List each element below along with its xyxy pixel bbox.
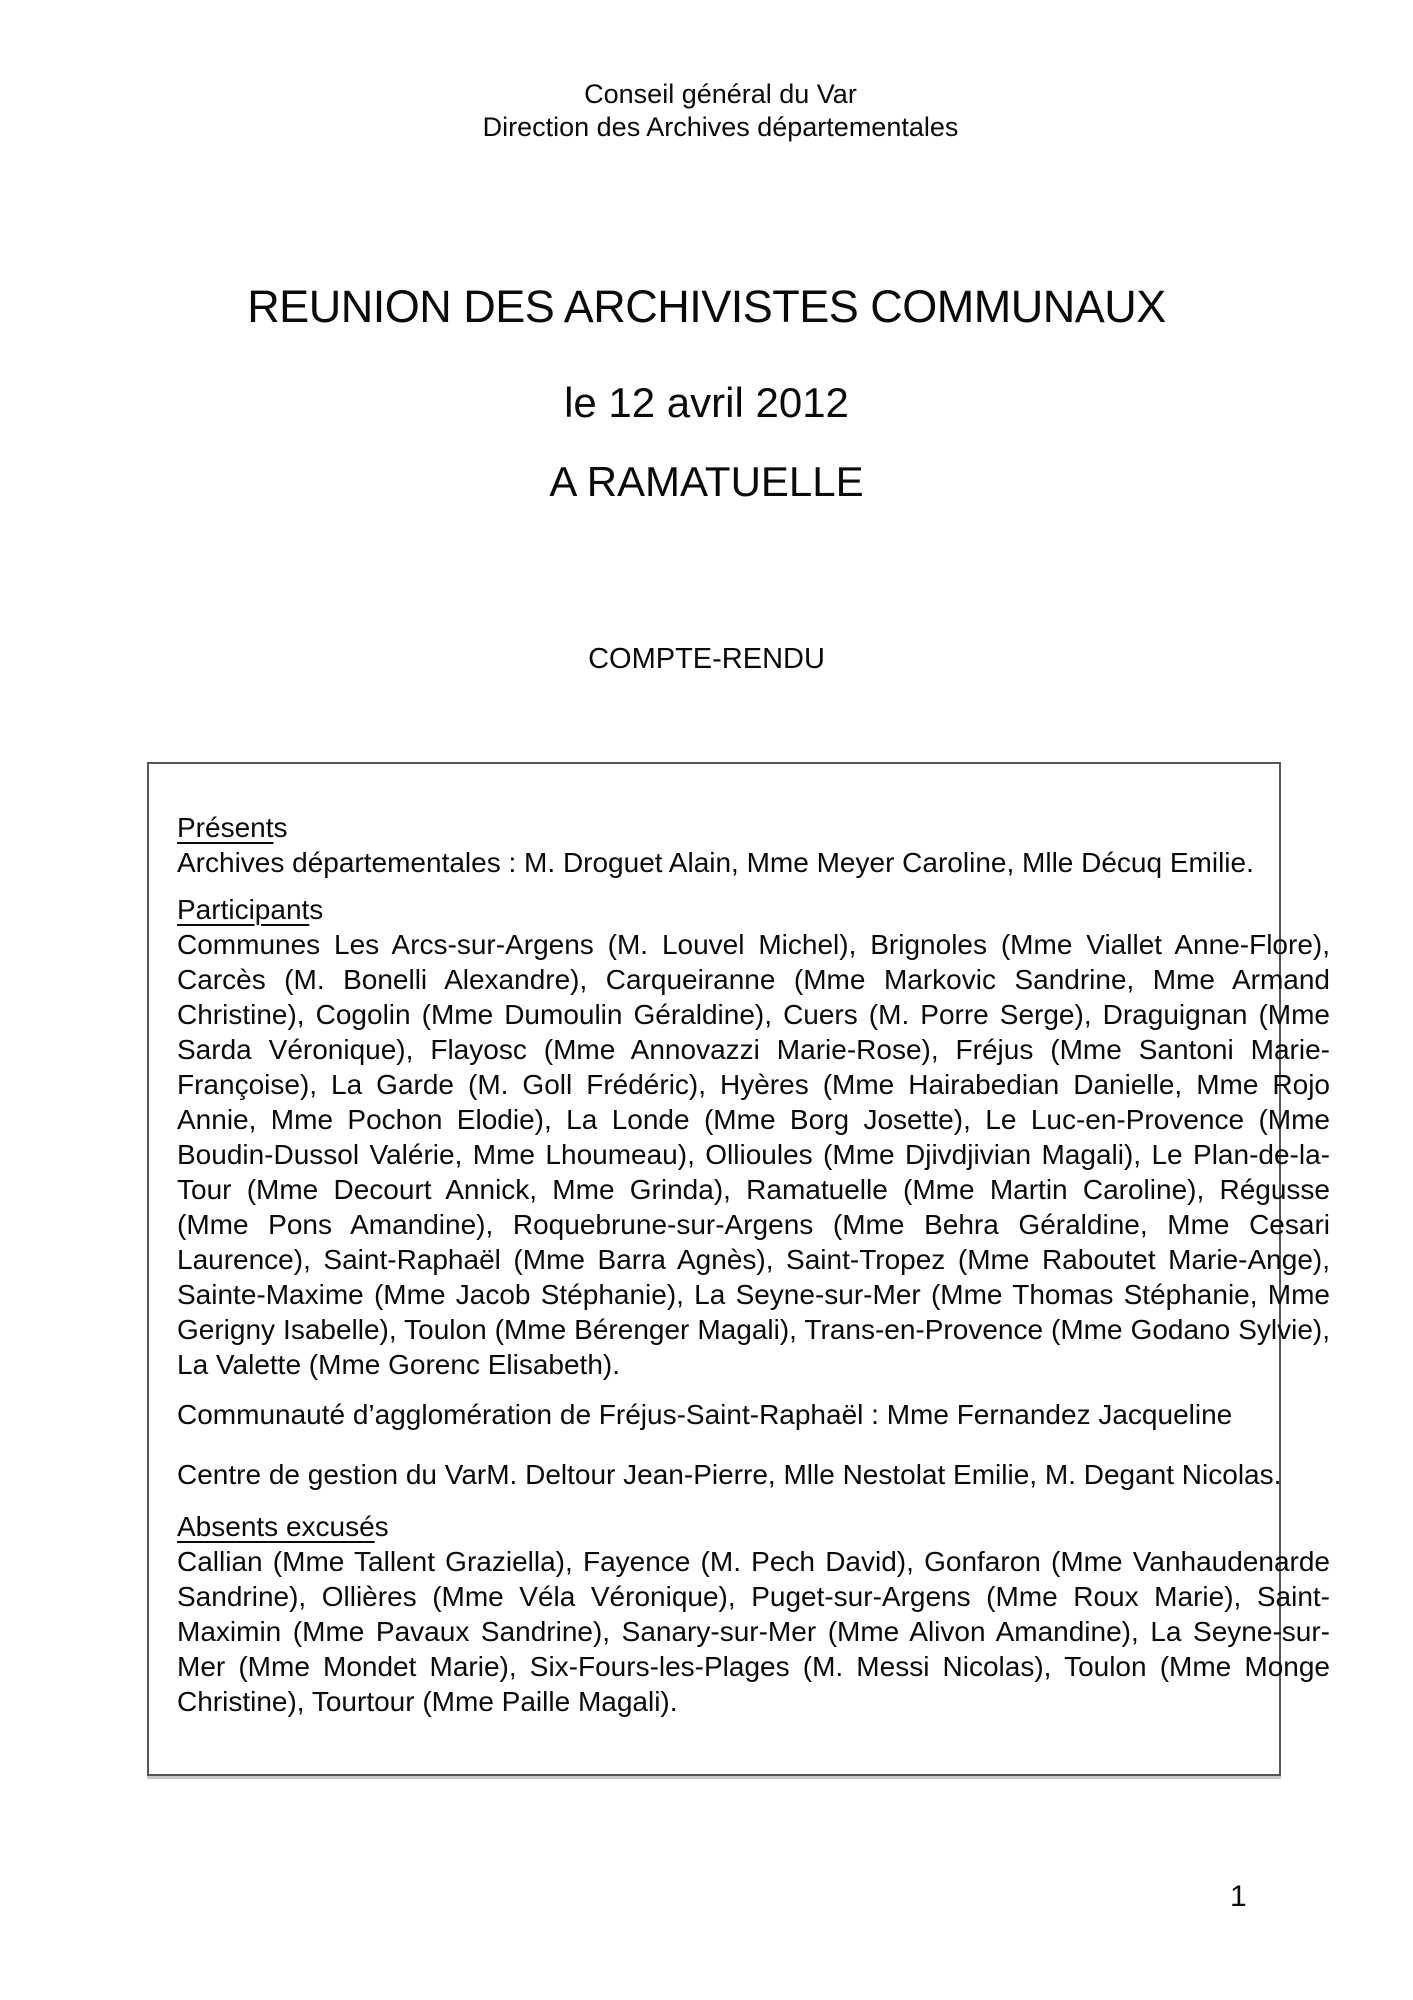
participants-heading-tail: s bbox=[309, 894, 324, 925]
participants-heading bbox=[177, 892, 1330, 927]
presents-heading-tail: s bbox=[273, 812, 288, 843]
presents-list: Archives départementales : M. Droguet Alain, Mme Meyer Caroline, Mlle Décuq Emilie. bbox=[177, 847, 1254, 878]
document-location: A RAMATUELLE bbox=[549, 458, 864, 505]
document-title: REUNION DES ARCHIVISTES COMMUNAUX bbox=[247, 281, 1166, 332]
letterhead bbox=[14, 78, 1413, 144]
letterhead-line-1: Conseil général du Var bbox=[584, 79, 857, 109]
document-date: le 12 avril 2012 bbox=[564, 379, 849, 426]
communaute-line: Communauté d’agglomération de Fréjus-Saint-Raphaël : Mme Fernandez Jacqueline bbox=[177, 1399, 1233, 1430]
absents-heading-tail: s bbox=[374, 1511, 389, 1542]
attendance-box bbox=[147, 762, 1330, 1776]
absents-list: Callian (Mme Tallent Graziella), Fayence (M. Pech David), Gonfaron (Mme Vanhaudenarde Sandrine), Ollières (Mme Véla Véronique), Puget-sur-Argens (Mme Roux Marie), Saint-Maximin (Mme Pavaux Sandrine), Sanary-sur-Mer (Mme Alivon Amandine), La Seyne-sur-Mer (Mme Mondet Marie), Six-Fours-les-Plages (M. Messi Nicolas), Toulon (Mme Monge Christine), Tourtour (Mme Paille Magali). bbox=[177, 1546, 1330, 1717]
centre-gestion-line bbox=[177, 1457, 1330, 1492]
centre-gestion-names: M. Deltour Jean-Pierre, Mlle Nestolat Emilie, M. Degant Nicolas. bbox=[486, 1459, 1282, 1490]
presents-heading bbox=[177, 810, 1330, 845]
participants-list: Communes Les Arcs-sur-Argens (M. Louvel Michel), Brignoles (Mme Viallet Anne-Flore), Carcès (M. Bonelli Alexandre), Carqueiranne (Mme Markovic Sandrine, Mme Armand Christine), Cogolin (Mme Dumoulin Géraldine), Cuers (M. Porre Serge), Draguignan (Mme Sarda Véronique), Flayosc (Mme Annovazzi Marie-Rose), Fréjus (Mme Santoni Marie-Françoise), La Garde (M. Goll Frédéric), Hyères (Mme Hairabedian Danielle, Mme Rojo Annie, Mme Pochon Elodie), La Londe (Mme Borg Josette), Le Luc-en-Provence (Mme Boudin-Dussol Valérie, Mme Lhoumeau), Ollioules (Mme Djivdjivian Magali), Le Plan-de-la-Tour (Mme Decourt Annick, Mme Grinda), Ramatuelle (Mme Martin Caroline), Régusse (Mme Pons Amandine), Roquebrune-sur-Argens (Mme Behra Géraldine, Mme Cesari Laurence), Saint-Raphaël (Mme Barra Agnès), Saint-Tropez (Mme Raboutet Marie-Ange), Sainte-Maxime (Mme Jacob Stéphanie), La Seyne-sur-Mer (Mme Thomas Stéphanie, Mme Gerigny Isabelle), Toulon (Mme Bérenger Magali), Trans-en-Provence (Mme Godano Sylvie), La Valette (Mme Gorenc Elisabeth). bbox=[177, 929, 1330, 1380]
centre-gestion-label: Centre de gestion du Var bbox=[177, 1459, 487, 1490]
document-subtitle: COMPTE-RENDU bbox=[588, 643, 825, 675]
participants-heading-underlined: Participant bbox=[177, 894, 310, 925]
letterhead-line-2: Direction des Archives départementales bbox=[482, 112, 959, 142]
absents-heading bbox=[177, 1509, 1330, 1544]
presents-heading-underlined: Présent bbox=[177, 812, 274, 843]
absents-heading-underlined: Absents excusé bbox=[177, 1511, 375, 1542]
page-number: 1 bbox=[1230, 1880, 1247, 1913]
